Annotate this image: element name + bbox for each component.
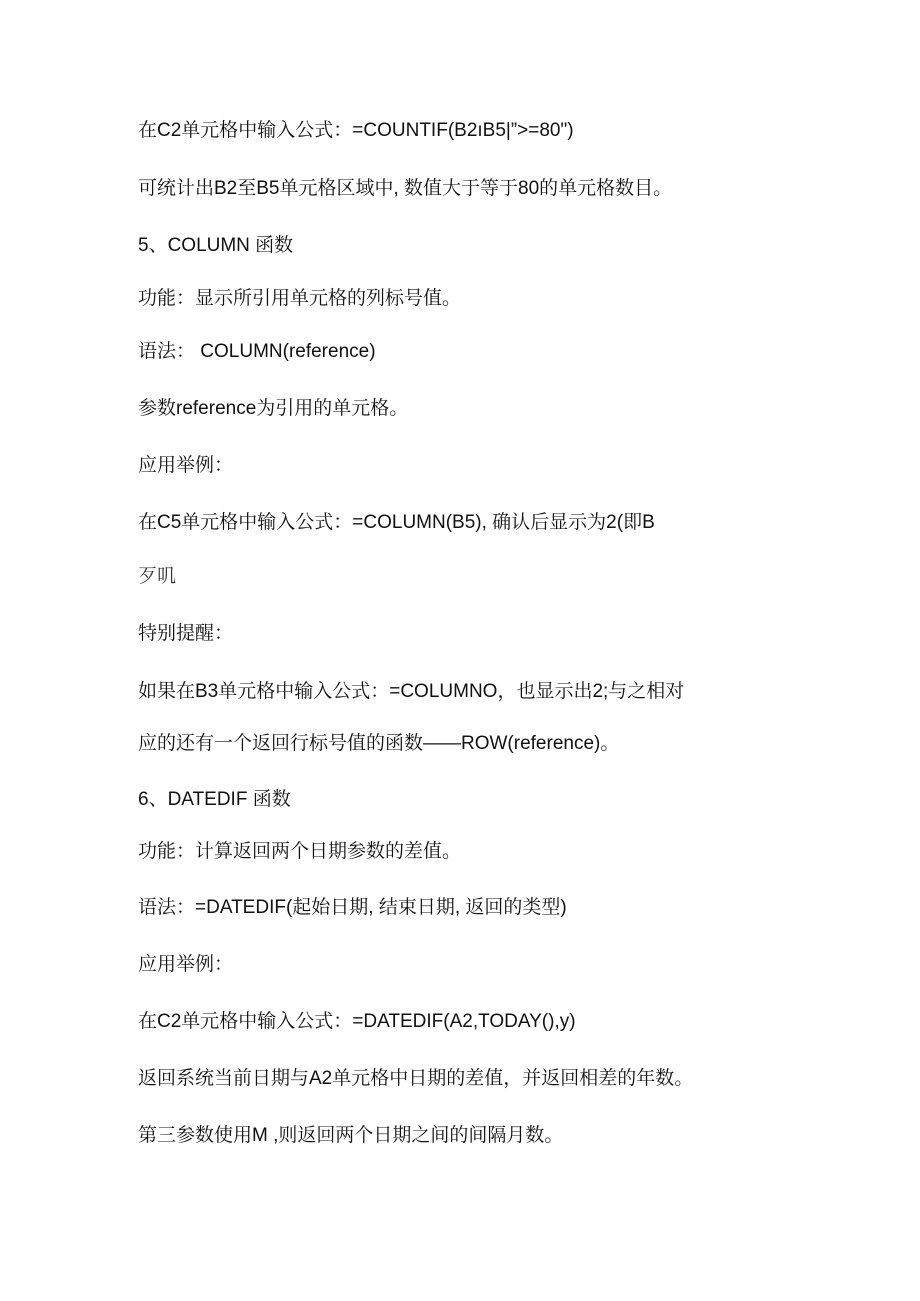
text-line-datedif-syntax: 语法：=DATEDIF(起始日期, 结束日期, 返回的类型) (138, 897, 567, 918)
text-line-countif-formula: 在C2单元格中输入公式：=COUNTIF(B2ıB5|”>=80") (138, 120, 574, 141)
text-line-special-note-2: 应的还有一个返回行标号值的函数——ROW(reference)。 (138, 733, 620, 754)
text-line-datedif-function: 功能：计算返回两个日期参数的差值。 (138, 841, 462, 862)
text-line-datedif-months: 第三参数使用M ,则返回两个日期之间的间隔月数。 (138, 1125, 564, 1146)
text-line-countif-result: 可统计出B2至B5单元格区域中, 数值大于等于80的单元格数目。 (138, 178, 673, 199)
text-line-column-syntax: 语法： COLUMN(reference) (138, 341, 376, 362)
text-line-column-param: 参数reference为引用的单元格。 (138, 398, 409, 419)
text-line-datedif-example-label: 应用举例： (138, 954, 234, 975)
section-heading-datedif: 6、DATEDIF 函数 (138, 789, 291, 810)
text-line-column-example: 在C5单元格中输入公式：=COLUMN(B5), 确认后显示为2(即B (138, 512, 655, 533)
text-line-garbled: 歹叽 (138, 565, 177, 587)
text-line-datedif-example: 在C2单元格中输入公式：=DATEDIF(A2,TODAY(),y) (138, 1011, 576, 1032)
text-line-special-note-label: 特别提醒： (138, 623, 234, 644)
text-line-datedif-result: 返回系统当前日期与A2单元格中日期的差值，并返回相差的年数。 (138, 1068, 694, 1089)
text-line-column-example-label: 应用举例： (138, 455, 234, 476)
section-heading-column: 5、COLUMN 函数 (138, 235, 294, 256)
text-line-column-function: 功能：显示所引用单元格的列标号值。 (138, 288, 462, 309)
text-line-special-note-1: 如果在B3单元格中输入公式：=COLUMNO，也显示出2;与之相对 (138, 681, 685, 702)
